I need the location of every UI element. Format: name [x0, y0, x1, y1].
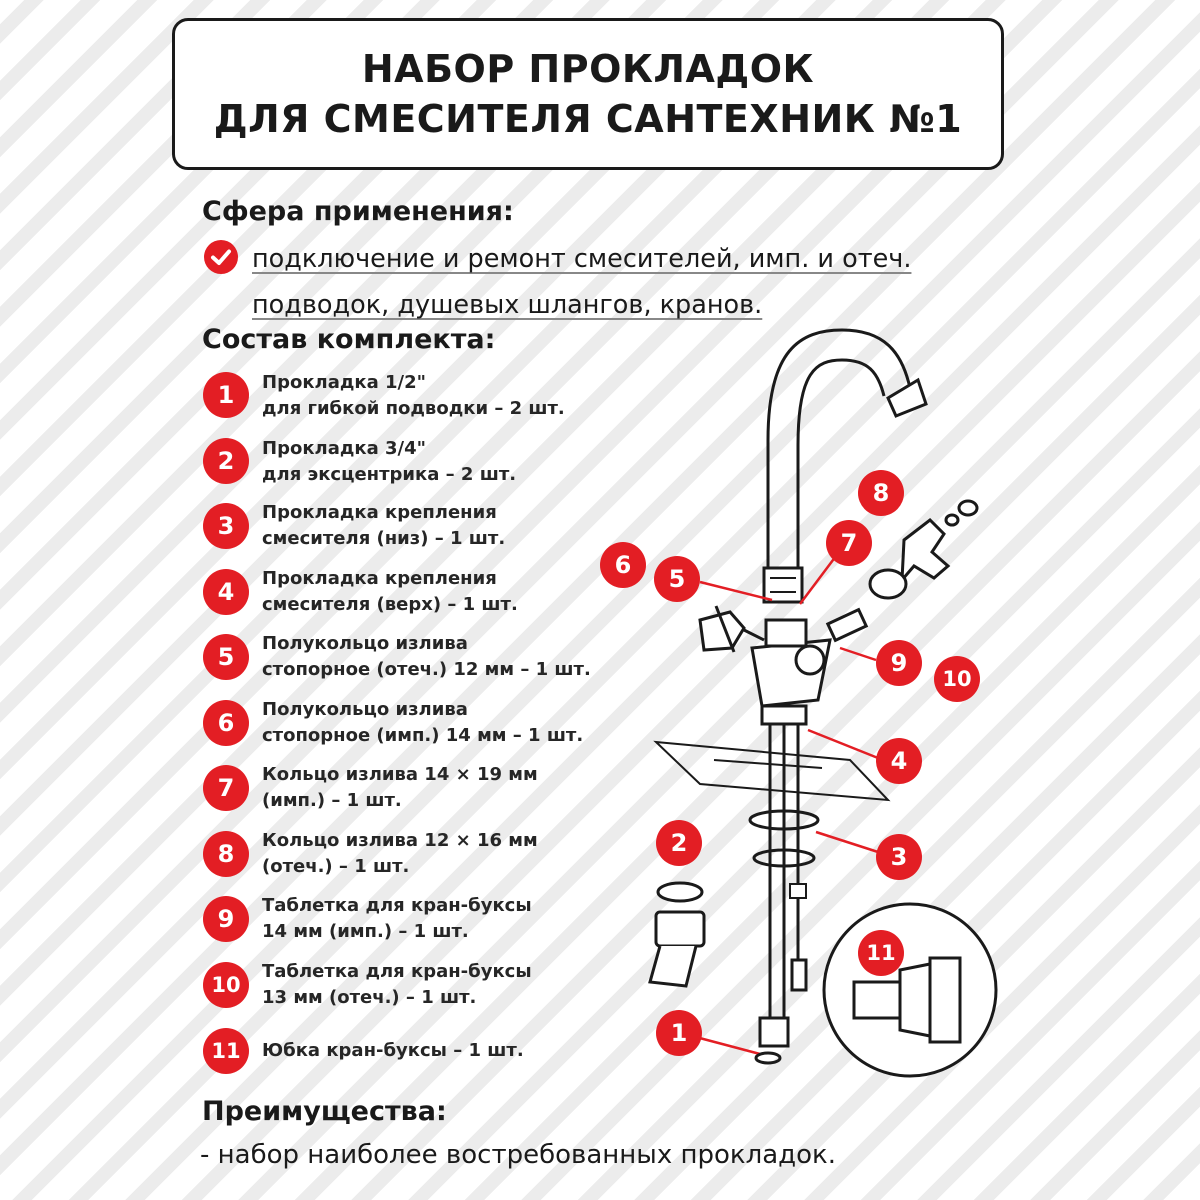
- diagram-badge-6: 6: [600, 542, 646, 588]
- diagram-badge-5: 5: [654, 556, 700, 602]
- list-badge-9: 9: [203, 896, 249, 942]
- advantages-heading: Преимущества:: [202, 1096, 447, 1127]
- list-badge-2: 2: [203, 438, 249, 484]
- counter-plate: [656, 742, 888, 800]
- diagram-badge-11: 11: [858, 930, 904, 976]
- faucet-body: [700, 606, 830, 724]
- eccentric: [650, 883, 704, 986]
- kit-heading: Состав комплекта:: [202, 324, 496, 355]
- list-badge-8: 8: [203, 831, 249, 877]
- application-text: подключение и ремонт смесителей, имп. и отеч. подводок, душевых шлангов, кранов.: [252, 244, 912, 320]
- list-badge-3: 3: [203, 503, 249, 549]
- diagram-badge-2: 2: [656, 820, 702, 866]
- list-item-9: Таблетка для кран-буксы 14 мм (имп.) – 1 шт.: [262, 895, 532, 942]
- diagram-badge-4: 4: [876, 738, 922, 784]
- list-item-6: Полукольцо излива стопорное (имп.) 14 мм – 1 шт.: [262, 699, 584, 746]
- diagram-badge-10: 10: [934, 656, 980, 702]
- list-item-3: Прокладка крепления смесителя (низ) – 1 шт.: [262, 502, 506, 549]
- diagram-badge-7: 7: [826, 520, 872, 566]
- title-line-2: ДЛЯ СМЕСИТЕЛЯ САНТЕХНИК №1: [213, 97, 963, 141]
- list-badge-11: 11: [203, 1028, 249, 1074]
- list-badge-10: 10: [203, 962, 249, 1008]
- list-item-4: Прокладка крепления смесителя (верх) – 1 шт.: [262, 568, 518, 615]
- list-item-1: Прокладка 1/2" для гибкой подводки – 2 шт.: [262, 372, 565, 419]
- diagram-badge-1: 1: [656, 1010, 702, 1056]
- list-badge-5: 5: [203, 634, 249, 680]
- washer-1: [756, 1053, 780, 1063]
- spout-nut: [764, 568, 802, 602]
- title-line-1: НАБОР ПРОКЛАДОК: [361, 47, 815, 91]
- list-item-2: Прокладка 3/4" для эксцентрика – 2 шт.: [262, 438, 517, 485]
- list-item-11: Юбка кран-буксы – 1 шт.: [262, 1040, 524, 1061]
- list-badge-7: 7: [203, 765, 249, 811]
- list-item-8: Кольцо излива 12 × 16 мм (отеч.) – 1 шт.: [262, 830, 538, 877]
- application-heading: Сфера применения:: [202, 196, 514, 227]
- advantages-text: - набор наиболее востребованных прокладок.: [200, 1140, 836, 1170]
- diagram-badge-3: 3: [876, 834, 922, 880]
- diagram-badge-9: 9: [876, 640, 922, 686]
- list-badge-1: 1: [203, 372, 249, 418]
- list-badge-4: 4: [203, 569, 249, 615]
- list-item-5: Полукольцо излива стопорное (отеч.) 12 мм – 1 шт.: [262, 633, 591, 680]
- list-badge-6: 6: [203, 700, 249, 746]
- list-item-7: Кольцо излива 14 × 19 мм (имп.) – 1 шт.: [262, 764, 538, 811]
- list-item-10: Таблетка для кран-буксы 13 мм (отеч.) – 1 шт.: [262, 961, 532, 1008]
- diagram-badge-8: 8: [858, 470, 904, 516]
